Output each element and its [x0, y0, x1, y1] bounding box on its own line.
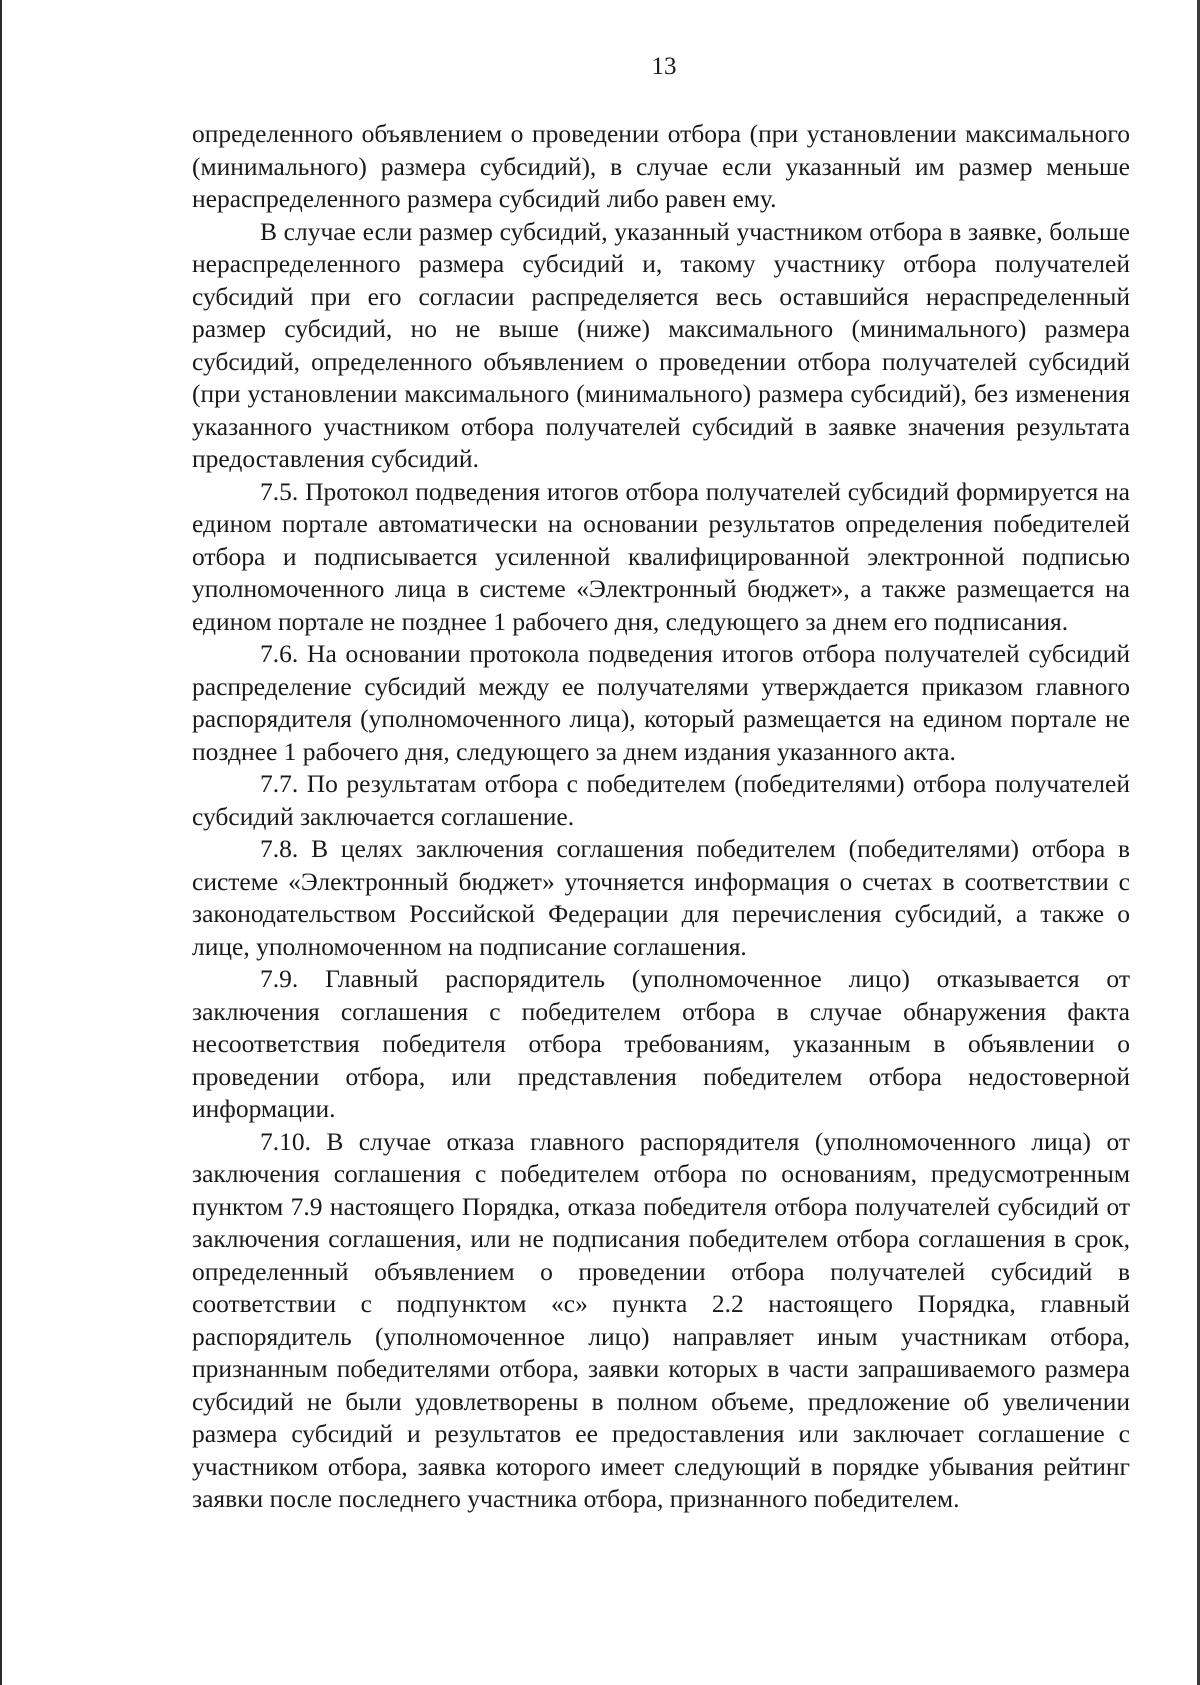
paragraph-excess-request: В случае если размер субсидий, указанный участником отбора в заявке, больше нераспределенного размера субсидий и, такому участнику отбора получателей субсидий при его согласии распределяется весь оставшийся нераспределенный размер субсидий, но не выше (ниже) максимального (минимального) размера субсидий, определенного объявлением о проведении отбора получателей субсидий (при установлении максимального (минимального) размера субсидий), без изменения указанного участником отбора получателей субсидий в заявке значения результата предоставления субсидий. — [192, 216, 1130, 473]
page-number: 13 — [651, 53, 677, 80]
paragraph-7-10: 7.10. В случае отказа главного распорядителя (уполномоченного лица) от заключения соглашения с победителем отбора по основаниям, предусмотренным пунктом 7.9 настоящего Порядка, отказа победителя отбора получателей субсидий от заключения соглашения, или не подписания победителем отбора соглашения в срок, определенный объявлением о проведении отбора получателей субсидий в соответствии с подпунктом «с» пункта 2.2 настоящего Порядка, главный распорядитель (уполномоченное лицо) направляет иным участникам отбора, признанным победителями отбора, заявки которых в части запрашиваемого размера субсидий не были удовлетворены в полном объеме, предложение об увеличении размера субсидий и результатов ее предоставления или заключает соглашение с участником отбора, заявка которого имеет следующий в порядке убывания рейтинг заявки после последнего участника отбора, признанного победителем. — [192, 1126, 1130, 1513]
paragraph-7-5: 7.5. Протокол подведения итогов отбора получателей субсидий формируется на едином портале автоматически на основании результатов определения победителей отбора и подписывается усиленной квалифицированной электронной подписью уполномоченного лица в системе «Электронный бюджет», а также размещается на едином портале не позднее 1 рабочего дня, следующего за днем его подписания. — [192, 476, 1130, 636]
paragraph-7-8: 7.8. В целях заключения соглашения победителем (победителями) отбора в системе «Электронный бюджет» уточняется информация о счетах в соответствии с законодательством Российской Федерации для перечисления субсидий, а также о лице, уполномоченном на подписание соглашения. — [192, 834, 1130, 961]
paragraph-7-6: 7.6. На основании протокола подведения итогов отбора получателей субсидий распределение субсидий между ее получателями утверждается приказом главного распорядителя (уполномоченного лица), который размещается на едином портале не позднее 1 рабочего дня, следующего за днем издания указанного акта. — [192, 639, 1130, 766]
paragraph-continuation: определенного объявлением о проведении отбора (при установлении максимального (минимального) размера субсидий), в случае если указанный им размер меньше нераспределенного размера субсидий либо равен ему. — [192, 119, 1130, 213]
paragraph-7-9: 7.9. Главный распорядитель (уполномоченное лицо) отказывается от заключения соглашения с победителем отбора в случае обнаружения факта несоответствия победителя отбора требованиям, указанным в объявлении о проведении отбора, или представления победителем отбора недостоверной информации. — [192, 964, 1130, 1123]
scan-edge-left — [0, 0, 2, 1685]
document-body — [192, 118, 1130, 1516]
paragraph-7-7: 7.7. По результатам отбора с победителем (победителями) отбора получателей субсидий заключается соглашение. — [192, 769, 1130, 831]
